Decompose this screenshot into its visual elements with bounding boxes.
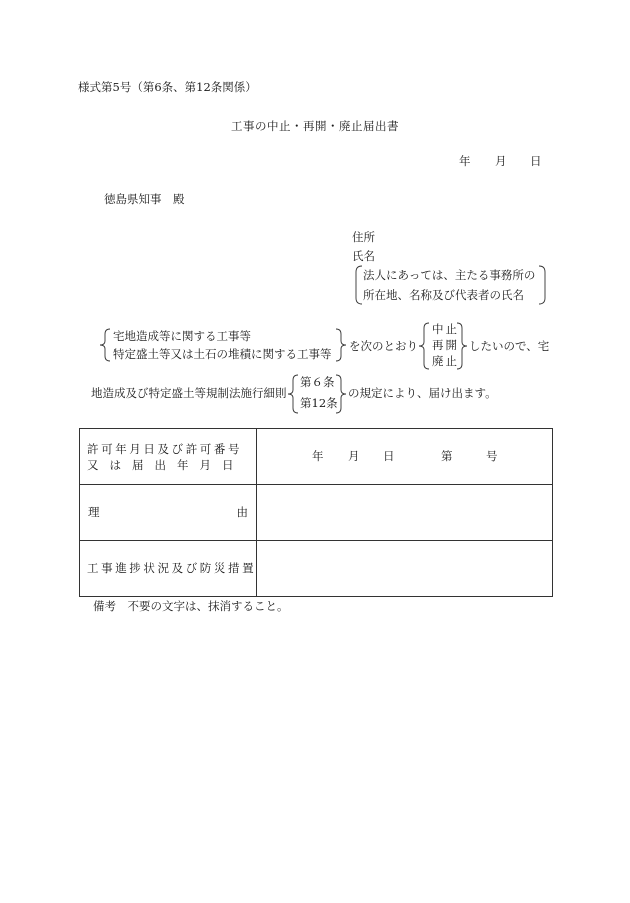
body-line1-tail: したいので、宅: [469, 339, 550, 353]
connector-text: を次のとおり: [349, 339, 418, 353]
corporate-note-line1: 法人にあっては、主たる事務所の: [363, 268, 536, 282]
application-table: [79, 428, 553, 597]
permit-number-prefix: 第: [441, 449, 453, 463]
permit-number-suffix: 号: [486, 449, 498, 463]
date-day-label: 日: [530, 154, 542, 168]
reason-label-right: 由: [236, 505, 248, 519]
permit-date-label-line1: 許可年月日及び許可番号: [87, 442, 243, 456]
permit-day-label: 日: [383, 449, 395, 463]
permit-month-label: 月: [348, 449, 360, 463]
right-brace-articles: [335, 374, 347, 414]
right-brace-options: [335, 328, 347, 362]
action-resume: 再開: [432, 338, 459, 352]
table-row-reason: [80, 485, 553, 541]
reason-value-cell[interactable]: [257, 485, 553, 541]
progress-value-cell[interactable]: [257, 541, 553, 597]
body-line2-suffix: の規定により、届け出ます。: [348, 386, 497, 400]
permit-date-label-line2: 又は届出年月日: [87, 458, 245, 472]
progress-label-cell: [80, 541, 257, 597]
action-abolish: 廃止: [432, 354, 459, 368]
remarks-note: 備考 不要の文字は、抹消すること。: [93, 599, 289, 613]
form-number: 様式第5号（第6条、第12条関係）: [78, 80, 257, 94]
option-residential-work: 宅地造成等に関する工事等: [113, 329, 251, 343]
date-month-label: 月: [495, 154, 507, 168]
date-year-label: 年: [459, 154, 471, 168]
address-label: 住所: [352, 230, 375, 244]
table-row-progress: [80, 541, 553, 597]
article-12: 第12条: [300, 396, 338, 410]
right-brace-actions: [456, 322, 468, 370]
progress-label: 工事進捗状況及び防災措置: [87, 561, 257, 575]
body-line2-prefix: 地造成及び特定盛土等規制法施行細則: [91, 386, 287, 400]
left-brace-articles: [287, 374, 299, 414]
document-title: 工事の中止・再開・廃止届出書: [231, 119, 399, 133]
reason-label-left: 理: [88, 505, 100, 519]
table-row-permit-date: [80, 429, 553, 485]
permit-date-label-cell: [80, 429, 257, 485]
corporate-note-line2: 所在地、名称及び代表者の氏名: [363, 288, 524, 302]
action-suspend: 中止: [432, 322, 459, 336]
name-label: 氏名: [352, 249, 375, 263]
article-6: 第６条: [300, 375, 335, 389]
left-brace-actions: [418, 322, 430, 370]
permit-year-label: 年: [312, 449, 324, 463]
reason-label-cell: [80, 485, 257, 541]
option-fill-soil-work: 特定盛土等又は土石の堆積に関する工事等: [113, 347, 332, 361]
addressee: 徳島県知事 殿: [104, 192, 185, 206]
permit-date-value-cell[interactable]: [257, 429, 553, 485]
left-brace-options: [99, 328, 111, 362]
